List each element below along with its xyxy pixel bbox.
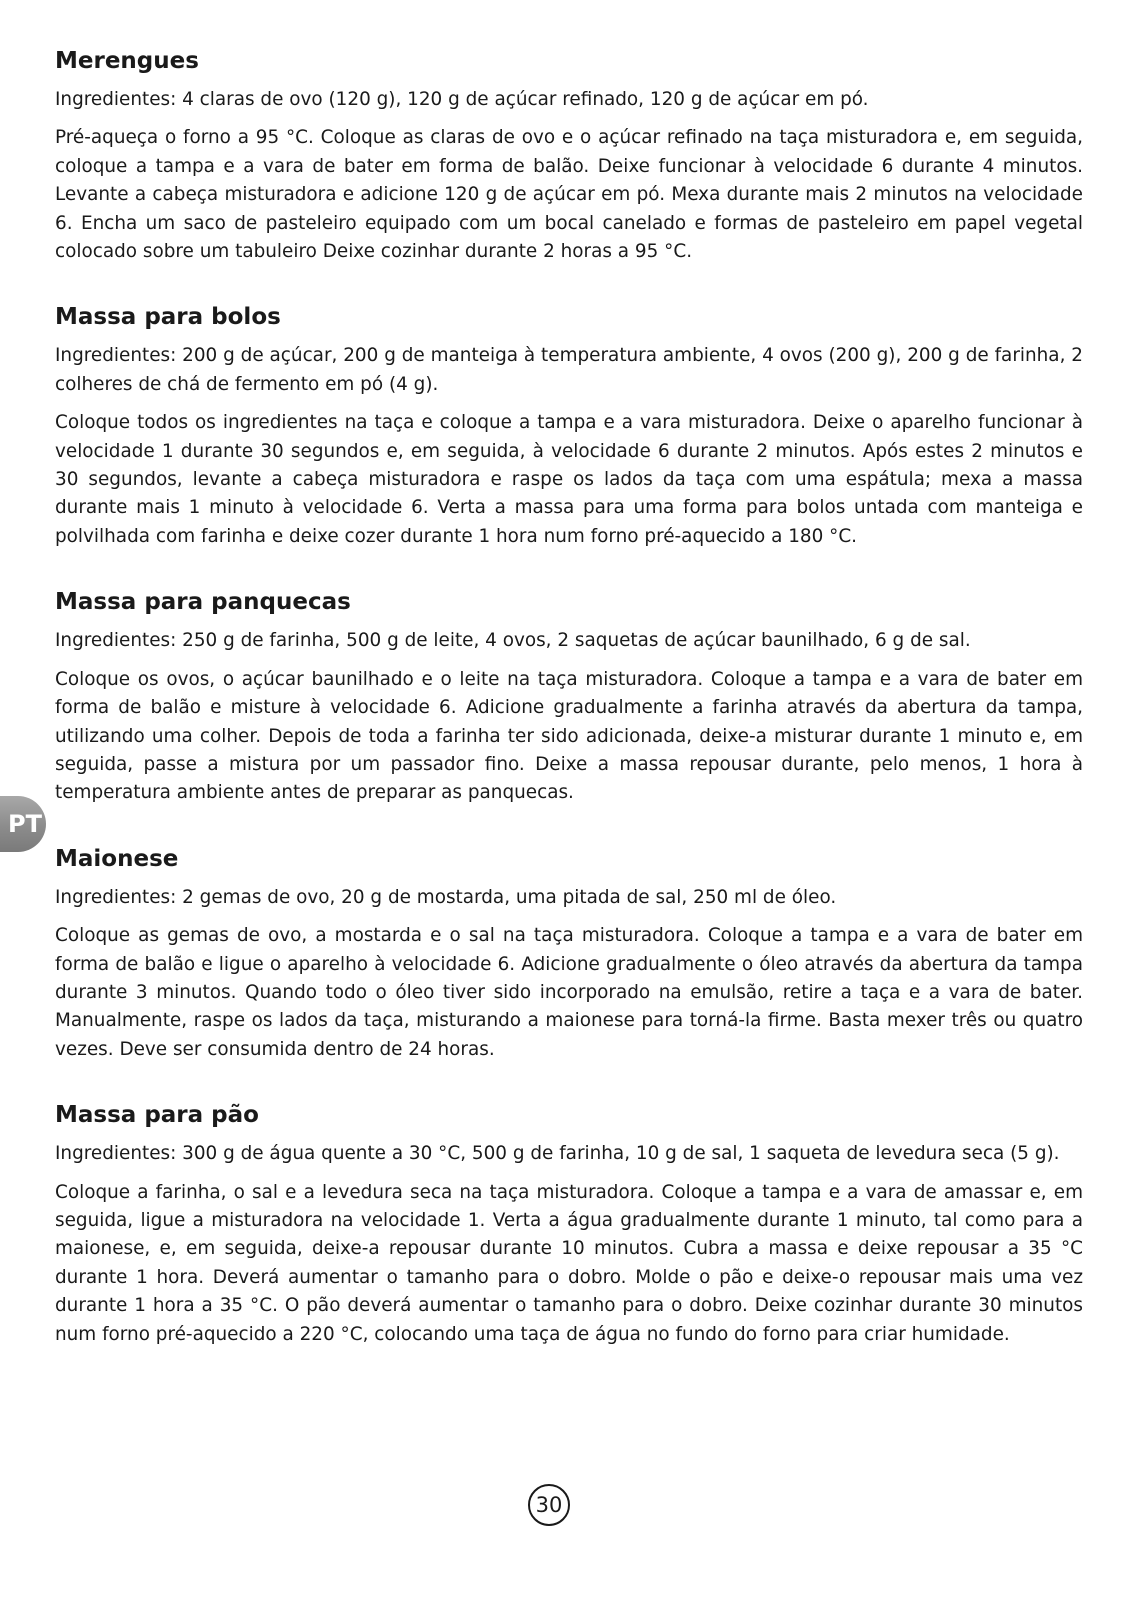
recipe-title: Merengues bbox=[55, 48, 199, 74]
page-number: 30 bbox=[528, 1484, 570, 1526]
recipe-ingredients: Ingredientes: 4 claras de ovo (120 g), 120 g de açúcar refinado, 120 g de açúcar em pó. bbox=[55, 89, 869, 110]
recipe-maionese bbox=[55, 842, 1083, 1064]
recipe-title: Maionese bbox=[55, 845, 179, 872]
recipe-method: Coloque os ovos, o açúcar baunilhado e o leite na taça misturadora. Coloque a tampa e a vara de bater em forma de balão e misture à velocidade 6. Adicione gradualmente a farinha através da abertura da tampa, utilizando uma colher. Depois de toda a farinha ter sido adicionada, deixe-a misturar durante 1 minuto e, em seguida, passe a mistura por um passador fino. Deixe a massa repousar durante, pelo menos, 1 hora à temperatura ambiente antes de preparar as panquecas. bbox=[55, 668, 1083, 804]
recipe-massa-para-panquecas bbox=[55, 585, 1083, 807]
recipe-ingredients: Ingredientes: 200 g de açúcar, 200 g de manteiga à temperatura ambiente, 4 ovos (200 g), 200 g de farinha, 2 colheres de chá de fermento em pó (4 g). bbox=[55, 345, 1083, 395]
language-tab bbox=[0, 796, 46, 852]
recipe-method: Pré-aqueça o forno a 95 °C. Coloque as claras de ovo e o açúcar refinado na taça misturadora e, em seguida, coloque a tampa e a vara de bater em forma de balão. Deixe funcionar à velocidade 6 durante 4 minutos. Levante a cabeça misturadora e adicione 120 g de açúcar em pó. Mexa durante mais 2 minutos na velocidade 6. Encha um saco de pasteleiro equipado com um bocal canelado e formas de pasteleiro em papel vegetal colocado sobre um tabuleiro Deixe cozinhar durante 2 horas a 95 °C. bbox=[55, 127, 1083, 263]
recipe-method: Coloque as gemas de ovo, a mostarda e o sal na taça misturadora. Coloque a tampa e a vara de bater em forma de balão e ligue o aparelho à velocidade 6. Adicione gradualmente o óleo através da abertura da tampa durante 3 minutos. Quando todo o óleo tiver sido incorporado na emulsão, retire a taça e a vara de bater. Manualmente, raspe os lados da taça, misturando a maionese para torná-la firme. Basta mexer três ou quatro vezes. Deve ser consumida dentro de 24 horas. bbox=[55, 925, 1083, 1060]
recipe-merengues bbox=[55, 44, 1083, 266]
language-tab-label: PT bbox=[8, 810, 42, 838]
recipe-method: Coloque todos os ingredientes na taça e coloque a tampa e a vara misturadora. Deixe o aparelho funcionar à velocidade 1 durante 30 segundos e, em seguida, à velocidade 6 durante 2 minutos. Após estes 2 minutos e 30 segundos, levante a cabeça misturadora e raspe os lados da taça com uma espátula; mexa a massa durante mais 1 minuto à velocidade 6. Verta a massa para uma forma para bolos untada com manteiga e polvilhada com farinha e deixe cozer durante 1 hora num forno pré-aquecido a 180 °C. bbox=[55, 412, 1083, 547]
recipe-massa-para-pao bbox=[55, 1098, 1083, 1349]
recipe-title: Massa para panquecas bbox=[55, 589, 351, 616]
recipe-ingredients: Ingredientes: 300 g de água quente a 30 °C, 500 g de farinha, 10 g de sal, 1 saqueta de levedura seca (5 g). bbox=[55, 1143, 1060, 1165]
recipe-title: Massa para bolos bbox=[55, 304, 281, 331]
recipe-method: Coloque a farinha, o sal e a levedura seca na taça misturadora. Coloque a tampa e a vara de amassar e, em seguida, ligue a misturadora na velocidade 1. Verta a água gradualmente durante 1 minuto, tal como para a maionese, e, em seguida, deixe-a repousar durante 10 minutos. Cubra a massa e deixe repousar a 35 °C durante 1 hora. Deverá aumentar o tamanho para o dobro. Molde o pão e deixe-o repousar mais uma vez durante 1 hora a 35 °C. O pão deverá aumentar o tamanho para o dobro. Deixe cozinhar durante 30 minutos num forno pré-aquecido a 220 °C, colocando uma taça de água no fundo do forno para criar humidade. bbox=[55, 1181, 1083, 1345]
recipe-massa-para-bolos bbox=[55, 300, 1083, 551]
recipe-title: Massa para pão bbox=[55, 1102, 259, 1129]
recipe-page bbox=[55, 44, 1083, 1383]
recipe-ingredients: Ingredientes: 250 g de farinha, 500 g de leite, 4 ovos, 2 saquetas de açúcar baunilhado, 6 g de sal. bbox=[55, 630, 971, 652]
recipe-ingredients: Ingredientes: 2 gemas de ovo, 20 g de mostarda, uma pitada de sal, 250 ml de óleo. bbox=[55, 886, 837, 908]
